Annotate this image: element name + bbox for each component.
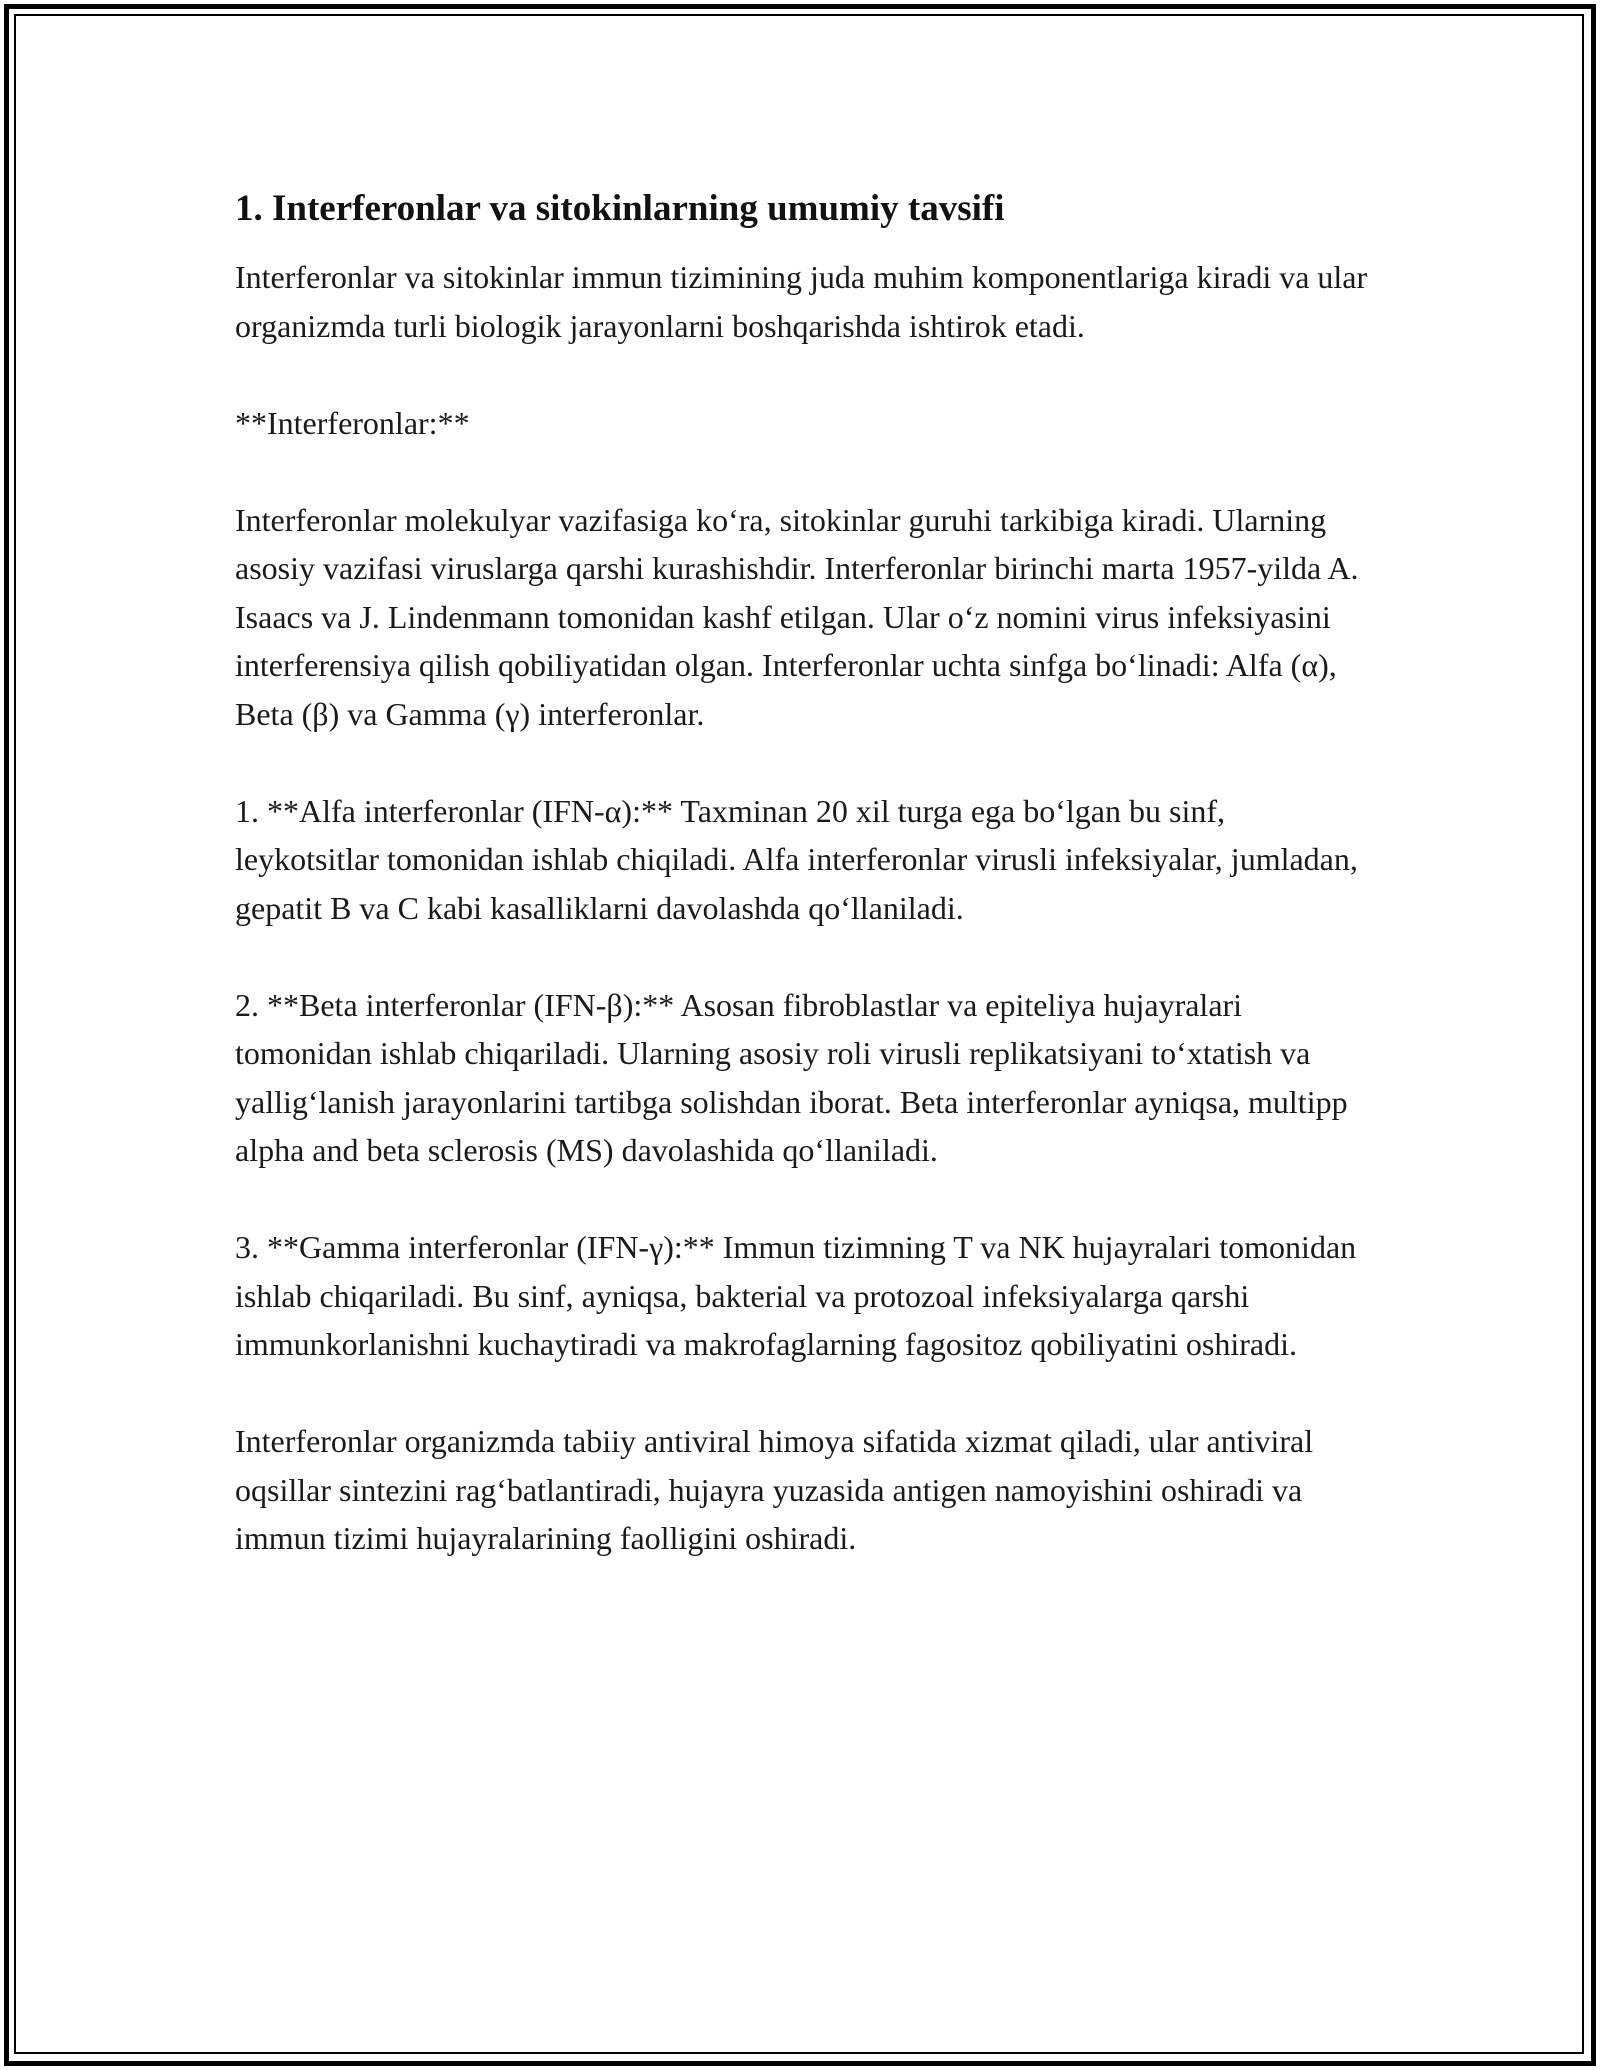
beta-interferon-item: 2. **Beta interferonlar (IFN-β):** Asosan fibroblastlar va epiteliya hujayralari tomonidan ishlab chiqariladi. Ularning asosiy roli virusli replikatsiyani to‘xtatish va yallig‘lanish jarayonlarini tartibga solishdan iborat. Beta interferonlar ayniqsa, multipp alpha and beta sclerosis (MS) davolashida qo‘llaniladi. xyxy=(235,986,1348,1168)
document-body xyxy=(235,185,1375,1611)
alfa-interferon-item: 1. **Alfa interferonlar (IFN-α):** Taxminan 20 xil turga ega bo‘lgan bu sinf, leykotsitlar tomonidan ishlab chiqiladi. Alfa interferonlar virusli infeksiyalar, jumladan, gepatit B va C kabi kasalliklarni davolashda qo‘llaniladi. xyxy=(235,792,1358,926)
gamma-interferon-item: 3. **Gamma interferonlar (IFN-γ):** Immun tizimning T va NK hujayralari tomonidan ishlab chiqariladi. Bu sinf, ayniqsa, bakterial va protozoal infeksiyalarga qarshi immunkorlanishni kuchaytiradi va makrofaglarning fagositoz qobiliyatini oshiradi. xyxy=(235,1229,1357,1362)
interferon-overview-paragraph: Interferonlar molekulyar vazifasiga ko‘ra, sitokinlar guruhi tarkibiga kiradi. Ularning asosiy vazifasi viruslarga qarshi kurashishdir. Interferonlar birinchi marta 1957-yilda A. Isaacs va J. Lindenmann tomonidan kashf etilgan. Ular o‘z nomini virus infeksiyasini interferensiya qilish qobiliyatidan olgan. Interferonlar uchta sinfga bo‘linadi: Alfa (α), Beta (β) va Gamma (γ) interferonlar. xyxy=(235,501,1359,732)
conclusion-paragraph: Interferonlar organizmda tabiiy antiviral himoya sifatida xizmat qiladi, ular antiviral oqsillar sintezini rag‘batlantiradi, hujayra yuzasida antigen namoyishini oshiradi va immun tizimi hujayralarining faolligini oshiradi. xyxy=(235,1423,1314,1556)
section-heading: 1. Interferonlar va sitokinlarning umumiy tavsifi xyxy=(235,188,1005,229)
intro-paragraph: Interferonlar va sitokinlar immun tizimining juda muhim komponentlariga kiradi va ular organizmda turli biologik jarayonlarni boshqarishda ishtirok etadi. xyxy=(235,259,1368,344)
interferonlar-subheading: **Interferonlar:** xyxy=(235,404,470,441)
